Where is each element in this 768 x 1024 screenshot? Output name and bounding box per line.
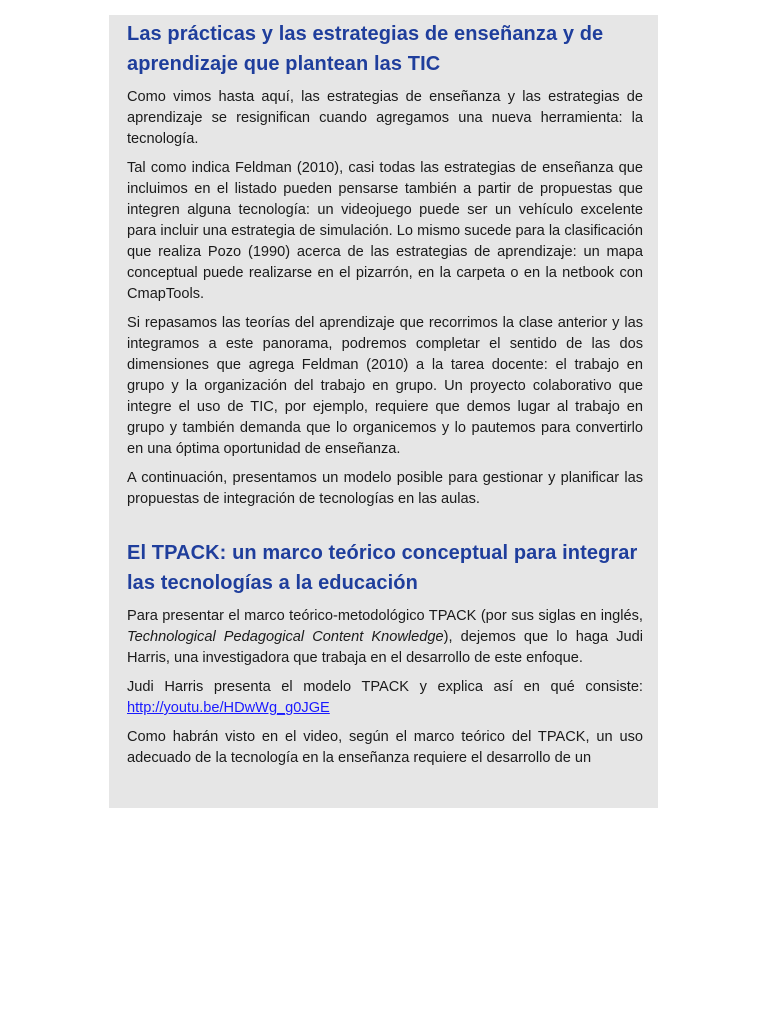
paragraph <box>127 606 643 669</box>
paragraph-text: Judi Harris presenta el modelo TPACK y explica así en qué consiste: <box>127 679 643 695</box>
paragraph: Como habrán visto en el video, según el marco teórico del TPACK, un uso adecuado de la tecnología en la enseñanza requiere el desarrollo de un <box>127 729 643 766</box>
italic-term: Technological Pedagogical Content Knowledge <box>127 629 444 645</box>
paragraph: Si repasamos las teorías del aprendizaje que recorrimos la clase anterior y las integramos a este panorama, podremos completar el sentido de las dos dimensiones que agrega Feldman (2010) a la tarea docente: el trabajo en grupo y la organización del trabajo en grupo. Un proyecto colaborativo que integre el uso de TIC, por ejemplo, requiere que demos lugar al trabajo en grupo y también demanda que lo organicemos y lo pautemos para convertirlo en una óptima oportunidad de enseñanza. <box>127 315 643 457</box>
video-link[interactable]: http://youtu.be/HDwWg_g0JGE <box>127 700 330 716</box>
paragraph: Tal como indica Feldman (2010), casi todas las estrategias de enseñanza que incluimos en el listado pueden pensarse también a partir de propuestas que integren alguna tecnología: un videojuego puede ser un vehículo excelente para incluir una estrategia de simulación. Lo mismo sucede para la clasificación que realiza Pozo (1990) acerca de las estrategias de aprendizaje: un mapa conceptual puede realizarse en el pizarrón, en la carpeta o en la netbook con CmapTools. <box>127 160 643 302</box>
paragraph-text: ), dejemos que lo haga Judi Harris, una investigadora que trabaja en el desarrollo de este enfoque. <box>127 629 644 666</box>
paragraph: A continuación, presentamos un modelo posible para gestionar y planificar las propuestas de integración de tecnologías en las aulas. <box>127 470 643 507</box>
paragraph <box>127 677 643 719</box>
paragraph-text: Para presentar el marco teórico-metodológico TPACK (por sus siglas en inglés, <box>127 608 643 624</box>
section-heading-tpack: El TPACK: un marco teórico conceptual para integrar las tecnologías a la educación <box>127 542 638 594</box>
section-heading-practicas: Las prácticas y las estrategias de enseñanza y de aprendizaje que plantean las TIC <box>127 23 604 75</box>
paragraph: Como vimos hasta aquí, las estrategias de enseñanza y las estrategias de aprendizaje se resignifican cuando agregamos una nueva herramienta: la tecnología. <box>127 89 643 147</box>
document-panel <box>109 15 658 808</box>
